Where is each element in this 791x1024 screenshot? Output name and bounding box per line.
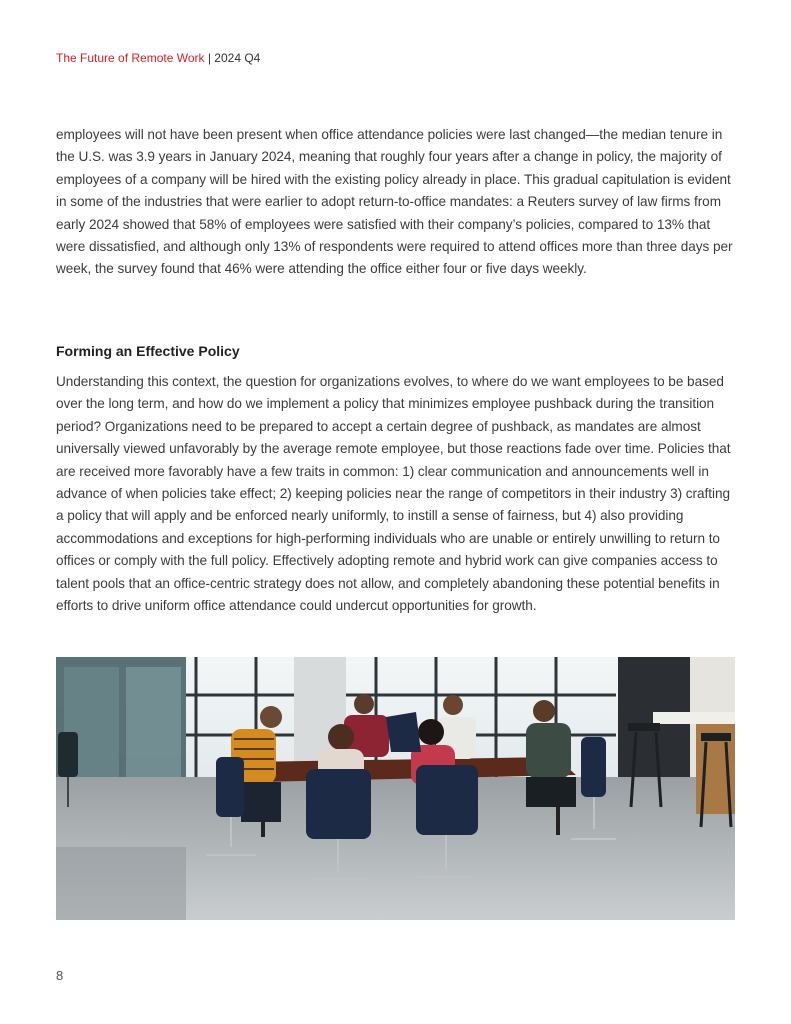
body-paragraph-2-container: [56, 371, 736, 617]
body-paragraph-1-container: [56, 124, 736, 281]
header-separator: |: [204, 51, 215, 65]
office-meeting-photo: [56, 657, 735, 920]
photo-illustration: [56, 657, 735, 920]
page-number: 8: [56, 968, 64, 983]
report-period: 2024 Q4: [214, 51, 261, 65]
body-paragraph-1: employees will not have been present when office attendance policies were last changed—the median tenure in the U.S. was 3.9 years in January 2024, meaning that roughly four years after a change in policy, the majority of employees of a company will be hired with the existing policy already in place. This gradual capitulation is evident in some of the industries that were earlier to adopt return-to-office mandates: a Reuters survey of law firms from early 2024 showed that 58% of employees were satisfied with their company’s policies, compared to 13% that were dissatisfied, and although only 13% of respondents were required to attend offices more than three days per week, the survey found that 46% were attending the office either four or five days weekly.: [56, 127, 733, 277]
report-title: The Future of Remote Work: [56, 51, 205, 65]
body-paragraph-2: Understanding this context, the question for organizations evolves, to where do we want employees to be based over the long term, and how do we implement a policy that minimizes employee pushback during the transition period? Organizations need to be prepared to accept a certain degree of pushback, as mandates are almost universally viewed unfavorably by the average remote employee, but those reactions fade over time. Policies that are received more favorably have a few traits in common: 1) clear communication and announcements well in advance of when policies take effect; 2) keeping policies near the range of competitors in their industry 3) crafting a policy that will apply and be enforced nearly uniformly, to instill a sense of fairness, but 4) also providing accommodations and exceptions for high-performing individuals who are unable or entirely unwilling to return to offices or comply with the full policy. Effectively adopting remote and hybrid work can give companies access to talent pools that an office-centric strategy does not allow, and completely abandoning these potential benefits in efforts to drive uniform office attendance could undercut opportunities for growth.: [56, 374, 731, 614]
running-header: [56, 50, 260, 66]
section-heading: Forming an Effective Policy: [56, 343, 240, 359]
